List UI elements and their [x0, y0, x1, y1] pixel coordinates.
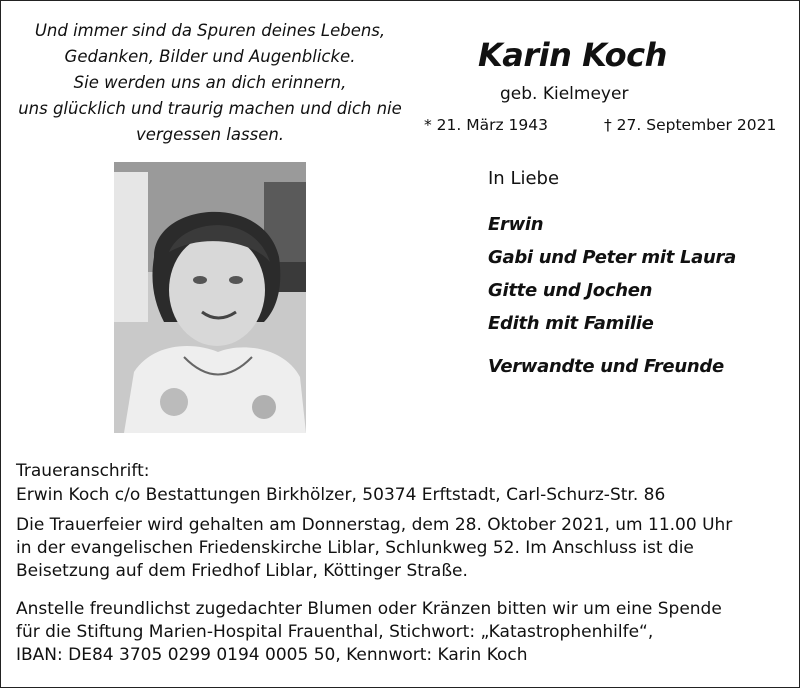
mourner-name: Gitte und Jochen [488, 280, 653, 301]
deceased-name: Karin Koch [478, 36, 667, 74]
memorial-poem [14, 18, 406, 148]
ceremony-line: Die Trauerfeier wird gehalten am Donnerstag, dem 28. Oktober 2021, um 11.00 Uhr [16, 515, 733, 535]
death-date: † 27. September 2021 [604, 116, 777, 134]
mourner-name: Edith mit Familie [488, 313, 654, 334]
donation-line: für die Stiftung Marien-Hospital Frauenthal, Stichwort: „Katastrophenhilfe“, [16, 622, 654, 642]
poem-line: Und immer sind da Spuren deines Lebens, [34, 21, 386, 40]
maiden-name: geb. Kielmeyer [500, 84, 629, 104]
poem-line: vergessen lassen. [135, 125, 285, 144]
ceremony-line: in der evangelischen Friedenskirche Liblar, Schlunkweg 52. Im Anschluss ist die [16, 538, 694, 558]
address-line: Erwin Koch c/o Bestattungen Birkhölzer, 50374 Erftstadt, Carl-Schurz-Str. 86 [16, 485, 666, 505]
ceremony-line: Beisetzung auf dem Friedhof Liblar, Köttinger Straße. [16, 561, 468, 581]
portrait-photo-icon [114, 162, 306, 433]
mourner-name: Gabi und Peter mit Laura [488, 247, 736, 268]
portrait-photo [114, 162, 306, 433]
mourner-name: Verwandte und Freunde [488, 356, 724, 377]
donation-line: IBAN: DE84 3705 0299 0194 0005 50, Kennwort: Karin Koch [16, 645, 528, 665]
mourners-intro: In Liebe [488, 168, 560, 189]
mourner-name: Erwin [488, 214, 544, 235]
birth-date: * 21. März 1943 [424, 116, 549, 134]
address-heading: Traueranschrift: [16, 461, 150, 481]
poem-line: uns glücklich und traurig machen und dich nie [18, 99, 402, 118]
poem-line: Gedanken, Bilder und Augenblicke. [64, 47, 356, 66]
donation-line: Anstelle freundlichst zugedachter Blumen oder Kränzen bitten wir um eine Spende [16, 599, 722, 619]
poem-line: Sie werden uns an dich erinnern, [73, 73, 347, 92]
